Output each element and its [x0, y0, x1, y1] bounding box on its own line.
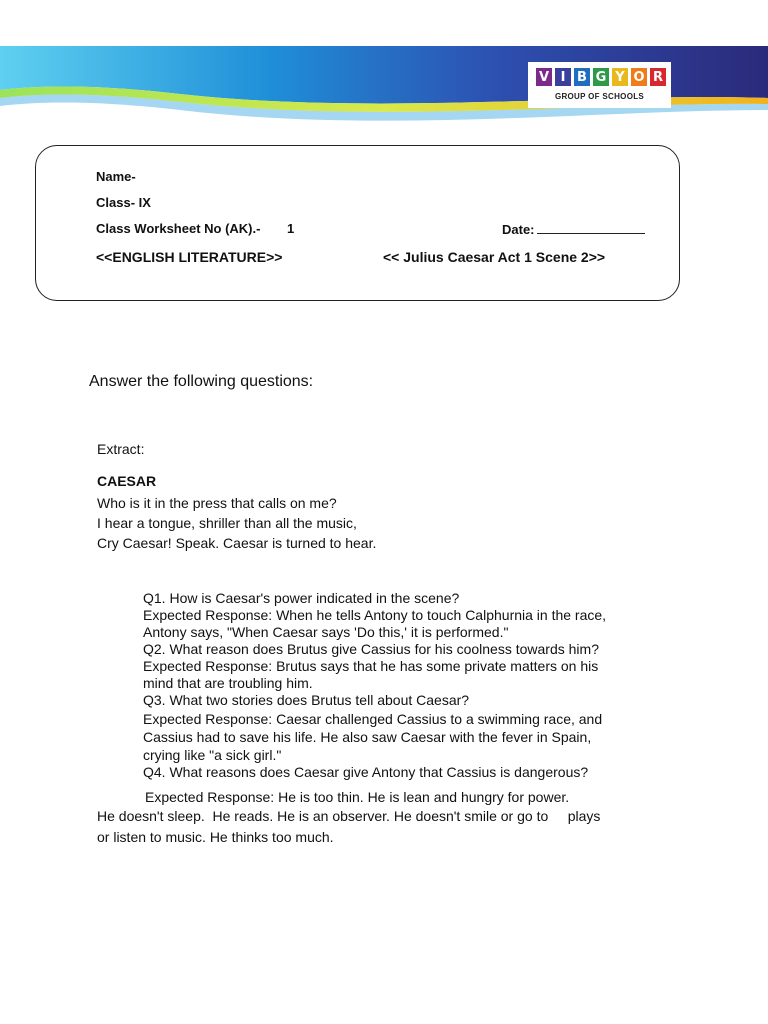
school-logo [528, 62, 671, 108]
logo-letter: R [650, 68, 666, 86]
question-line: Q4. What reasons does Caesar give Antony that Cassius is dangerous? [143, 764, 589, 780]
answer-line: Expected Response: Brutus says that he has some private matters on his [143, 658, 599, 674]
question-line: Q1. How is Caesar's power indicated in the scene? [143, 590, 460, 606]
extract-line: I hear a tongue, shriller than all the music, [97, 515, 357, 531]
answer-line: crying like "a sick girl." [143, 747, 282, 763]
answer-line: He doesn't sleep. He reads. He is an observer. He doesn't smile or go to plays [97, 808, 601, 824]
answer-line: mind that are troubling him. [143, 675, 313, 691]
class-label: Class- IX [96, 195, 151, 210]
extract-label: Extract: [97, 441, 145, 457]
topic-title: << Julius Caesar Act 1 Scene 2>> [383, 249, 606, 265]
logo-letter: V [536, 68, 552, 86]
logo-letter: B [574, 68, 590, 86]
date-label: Date: [502, 222, 535, 237]
date-blank-line [537, 221, 645, 234]
logo-subtitle: GROUP OF SCHOOLS [554, 92, 645, 101]
question-line: Q3. What two stories does Brutus tell about Caesar? [143, 692, 470, 708]
instruction-text: Answer the following questions: [89, 373, 314, 390]
answer-line: Expected Response: When he tells Antony to touch Calphurnia in the race, [143, 607, 607, 623]
answer-line: Cassius had to save his life. He also saw Caesar with the fever in Spain, [143, 729, 592, 745]
speaker-name: CAESAR [97, 473, 157, 489]
subject-title: <<ENGLISH LITERATURE>> [96, 249, 283, 265]
logo-letter: O [631, 68, 647, 86]
worksheet-label: Class Worksheet No (AK).- [96, 221, 261, 236]
answer-line: Antony says, "When Caesar says 'Do this,' it is performed." [143, 624, 509, 640]
logo-letters [536, 68, 666, 86]
answer-line: Expected Response: He is too thin. He is lean and hungry for power. [145, 789, 570, 805]
logo-letter: G [593, 68, 609, 86]
logo-letter: Y [612, 68, 628, 86]
question-line: Q2. What reason does Brutus give Cassius for his coolness towards him? [143, 641, 599, 657]
logo-letter: I [555, 68, 571, 86]
answer-line: Expected Response: Caesar challenged Cassius to a swimming race, and [143, 711, 603, 727]
worksheet-number: 1 [287, 221, 295, 236]
date-field [502, 221, 645, 237]
extract-line: Cry Caesar! Speak. Caesar is turned to hear. [97, 535, 377, 551]
answer-line: or listen to music. He thinks too much. [97, 829, 334, 845]
extract-line: Who is it in the press that calls on me? [97, 495, 337, 511]
name-label: Name- [96, 169, 136, 184]
